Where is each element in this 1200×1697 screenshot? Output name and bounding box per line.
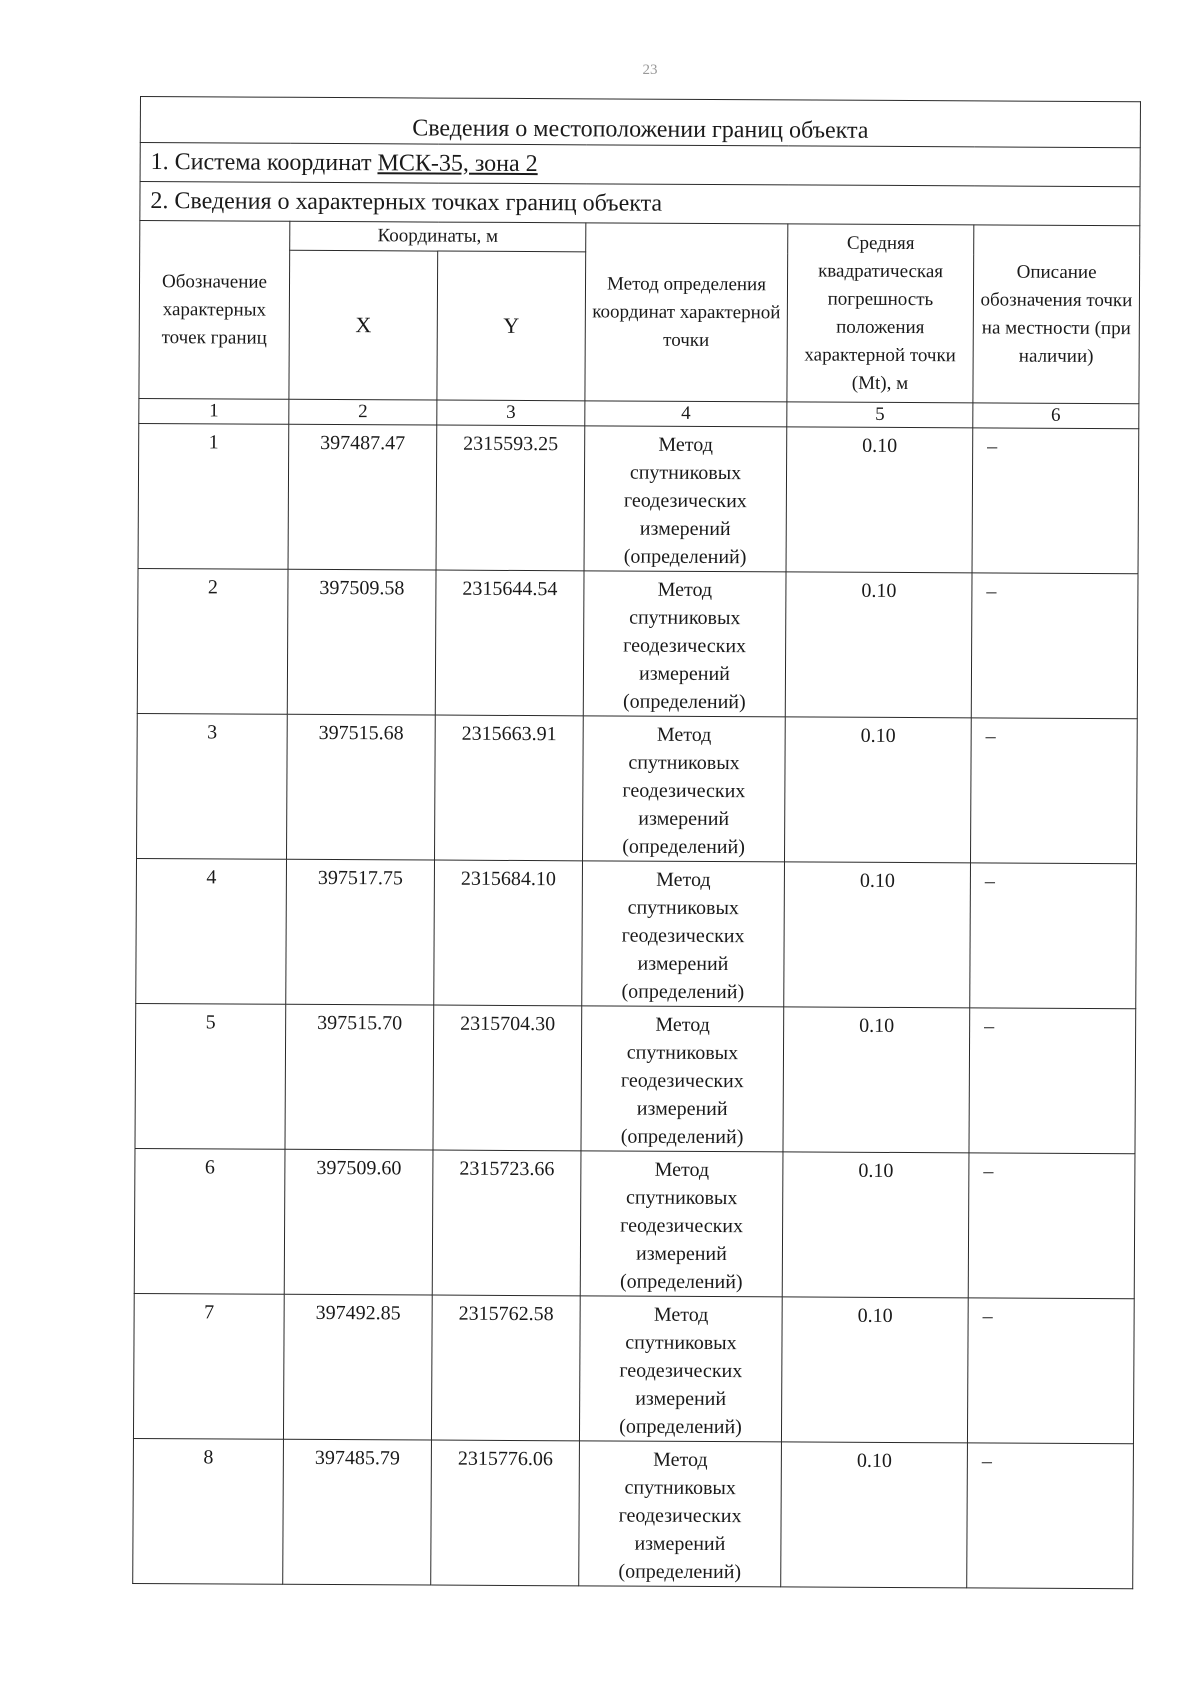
error-cell: 0.10: [785, 572, 972, 718]
error-cell: 0.10: [781, 1442, 968, 1588]
method-text-line: Метод: [657, 578, 713, 602]
method-cell: [583, 571, 786, 717]
description-cell: –: [968, 1153, 1135, 1299]
method-text-line: (определений): [623, 545, 747, 569]
y-coordinate-cell: 2315684.10: [434, 860, 583, 1006]
description-cell: –: [970, 863, 1137, 1009]
method-text-line: (определений): [619, 1270, 743, 1294]
table-row: [138, 423, 1139, 573]
method-cell: [579, 1296, 782, 1442]
method-cell: [581, 1006, 784, 1152]
points-section-title: 2. Сведения о характерных точках границ объекта: [140, 182, 1140, 226]
point-id-cell: 2: [137, 568, 288, 714]
description-cell: –: [967, 1443, 1134, 1589]
point-id-cell: 1: [138, 423, 289, 569]
column-number: 4: [585, 401, 787, 427]
x-coordinate-cell: 397509.58: [287, 569, 436, 715]
method-text-line: измерений: [639, 662, 730, 686]
error-cell: 0.10: [781, 1297, 968, 1443]
x-coordinate-cell: 397509.60: [284, 1149, 433, 1295]
method-text-line: спутниковых: [626, 1041, 739, 1065]
header-x: X: [289, 250, 438, 400]
y-coordinate-cell: 2315723.66: [432, 1150, 581, 1296]
y-coordinate-cell: 2315663.91: [435, 715, 584, 861]
method-cell: [582, 861, 785, 1007]
y-coordinate-cell: 2315762.58: [431, 1295, 580, 1441]
method-text-line: (определений): [619, 1415, 742, 1439]
x-coordinate-cell: 397515.70: [285, 1004, 434, 1150]
point-id-cell: 3: [137, 713, 288, 859]
table-row: [133, 1293, 1134, 1443]
method-text-line: Метод: [656, 868, 711, 891]
method-text-line: измерений: [635, 1387, 727, 1411]
header-coordinates: Координаты, м: [290, 221, 586, 252]
method-text-line: геодезических: [623, 634, 747, 658]
method-text-line: (определений): [620, 1125, 744, 1149]
error-cell: 0.10: [784, 717, 971, 863]
method-text-line: Метод: [658, 433, 713, 457]
method-text-line: измерений: [634, 1532, 726, 1556]
coordinate-system-value: МСК-35, зона 2: [377, 149, 538, 177]
description-cell: –: [972, 428, 1139, 574]
y-coordinate-cell: 2315644.54: [435, 570, 584, 716]
document-title: Сведения о местоположении границ объекта: [140, 97, 1140, 148]
point-id-cell: 6: [134, 1148, 285, 1294]
point-id-cell: 7: [133, 1293, 284, 1439]
y-coordinate-cell: 2315593.25: [436, 425, 585, 571]
boundary-table: [132, 96, 1141, 1589]
header-error: Средняя квадратическая погрешность положения характерной точки (Mt), м: [787, 224, 974, 403]
method-text-line: геодезических: [621, 924, 745, 948]
header-point: Обозначение характерных точек границ: [139, 221, 290, 400]
method-text-line: (определений): [622, 690, 746, 714]
x-coordinate-cell: 397487.47: [288, 424, 437, 570]
method-text-line: спутниковых: [626, 1186, 738, 1210]
method-text-line: геодезических: [619, 1359, 743, 1383]
x-coordinate-cell: 397492.85: [283, 1294, 432, 1440]
method-text-line: спутниковых: [624, 1476, 736, 1500]
error-cell: 0.10: [784, 862, 971, 1008]
header-y: Y: [437, 251, 586, 401]
y-coordinate-cell: 2315704.30: [433, 1005, 582, 1151]
method-text-line: (определений): [621, 980, 745, 1004]
method-text-line: измерений: [637, 952, 729, 976]
method-text-line: (определений): [622, 835, 745, 859]
table-row: [135, 1003, 1136, 1153]
method-text-line: измерений: [638, 807, 730, 831]
error-cell: 0.10: [786, 427, 973, 573]
method-text-line: геодезических: [620, 1069, 744, 1093]
point-id-cell: 4: [136, 858, 287, 1004]
method-text-line: спутниковых: [628, 751, 740, 775]
description-cell: –: [970, 718, 1137, 864]
method-text-line: Метод: [654, 1158, 710, 1181]
error-cell: 0.10: [783, 1007, 970, 1153]
header-description: Описание обозначения точки на местности (при наличии): [973, 225, 1140, 404]
method-text-line: Метод: [656, 723, 712, 747]
point-id-cell: 5: [135, 1003, 286, 1149]
x-coordinate-cell: 397485.79: [283, 1439, 432, 1585]
method-cell: [583, 716, 786, 862]
table-row: [133, 1438, 1134, 1588]
method-cell: [584, 426, 787, 572]
x-coordinate-cell: 397515.68: [287, 714, 436, 860]
method-text-line: спутниковых: [627, 896, 739, 920]
column-number: 3: [437, 400, 585, 426]
data-rows: [133, 423, 1139, 1588]
method-text-line: геодезических: [618, 1504, 742, 1528]
method-text-line: спутниковых: [629, 461, 742, 485]
method-cell: [580, 1151, 783, 1297]
method-text-line: геодезических: [620, 1214, 744, 1238]
boundary-document: [132, 96, 1140, 1589]
method-text-line: спутниковых: [625, 1331, 737, 1355]
table-row: [134, 1148, 1135, 1298]
column-number: 1: [139, 398, 289, 424]
method-text-line: измерений: [639, 517, 731, 541]
method-text-line: Метод: [655, 1013, 710, 1036]
method-text-line: геодезических: [622, 779, 746, 803]
y-coordinate-cell: 2315776.06: [431, 1440, 580, 1586]
method-text-line: Метод: [653, 1303, 709, 1326]
method-text-line: геодезических: [623, 489, 747, 513]
method-text-line: спутниковых: [629, 606, 741, 630]
method-cell: [579, 1441, 782, 1587]
point-id-cell: 8: [133, 1438, 284, 1584]
method-text-line: (определений): [618, 1560, 742, 1584]
table-row: [137, 568, 1138, 718]
column-number: 5: [787, 402, 973, 428]
column-number: 6: [973, 403, 1139, 429]
error-cell: 0.10: [782, 1152, 969, 1298]
coordinate-system-label: 1. Система координат: [150, 148, 378, 176]
description-cell: –: [969, 1008, 1136, 1154]
method-text-line: измерений: [636, 1097, 728, 1121]
table-row: [136, 858, 1137, 1008]
method-text-line: Метод: [653, 1448, 708, 1471]
method-text-line: измерений: [635, 1242, 727, 1266]
table-row: [137, 713, 1138, 863]
description-cell: –: [967, 1298, 1134, 1444]
column-number: 2: [289, 399, 437, 425]
x-coordinate-cell: 397517.75: [286, 859, 435, 1005]
page-number: 23: [642, 62, 658, 78]
header-method: Метод определения координат характерной точки: [585, 223, 788, 402]
coordinate-system-line: [140, 143, 1140, 187]
description-cell: –: [971, 573, 1138, 719]
